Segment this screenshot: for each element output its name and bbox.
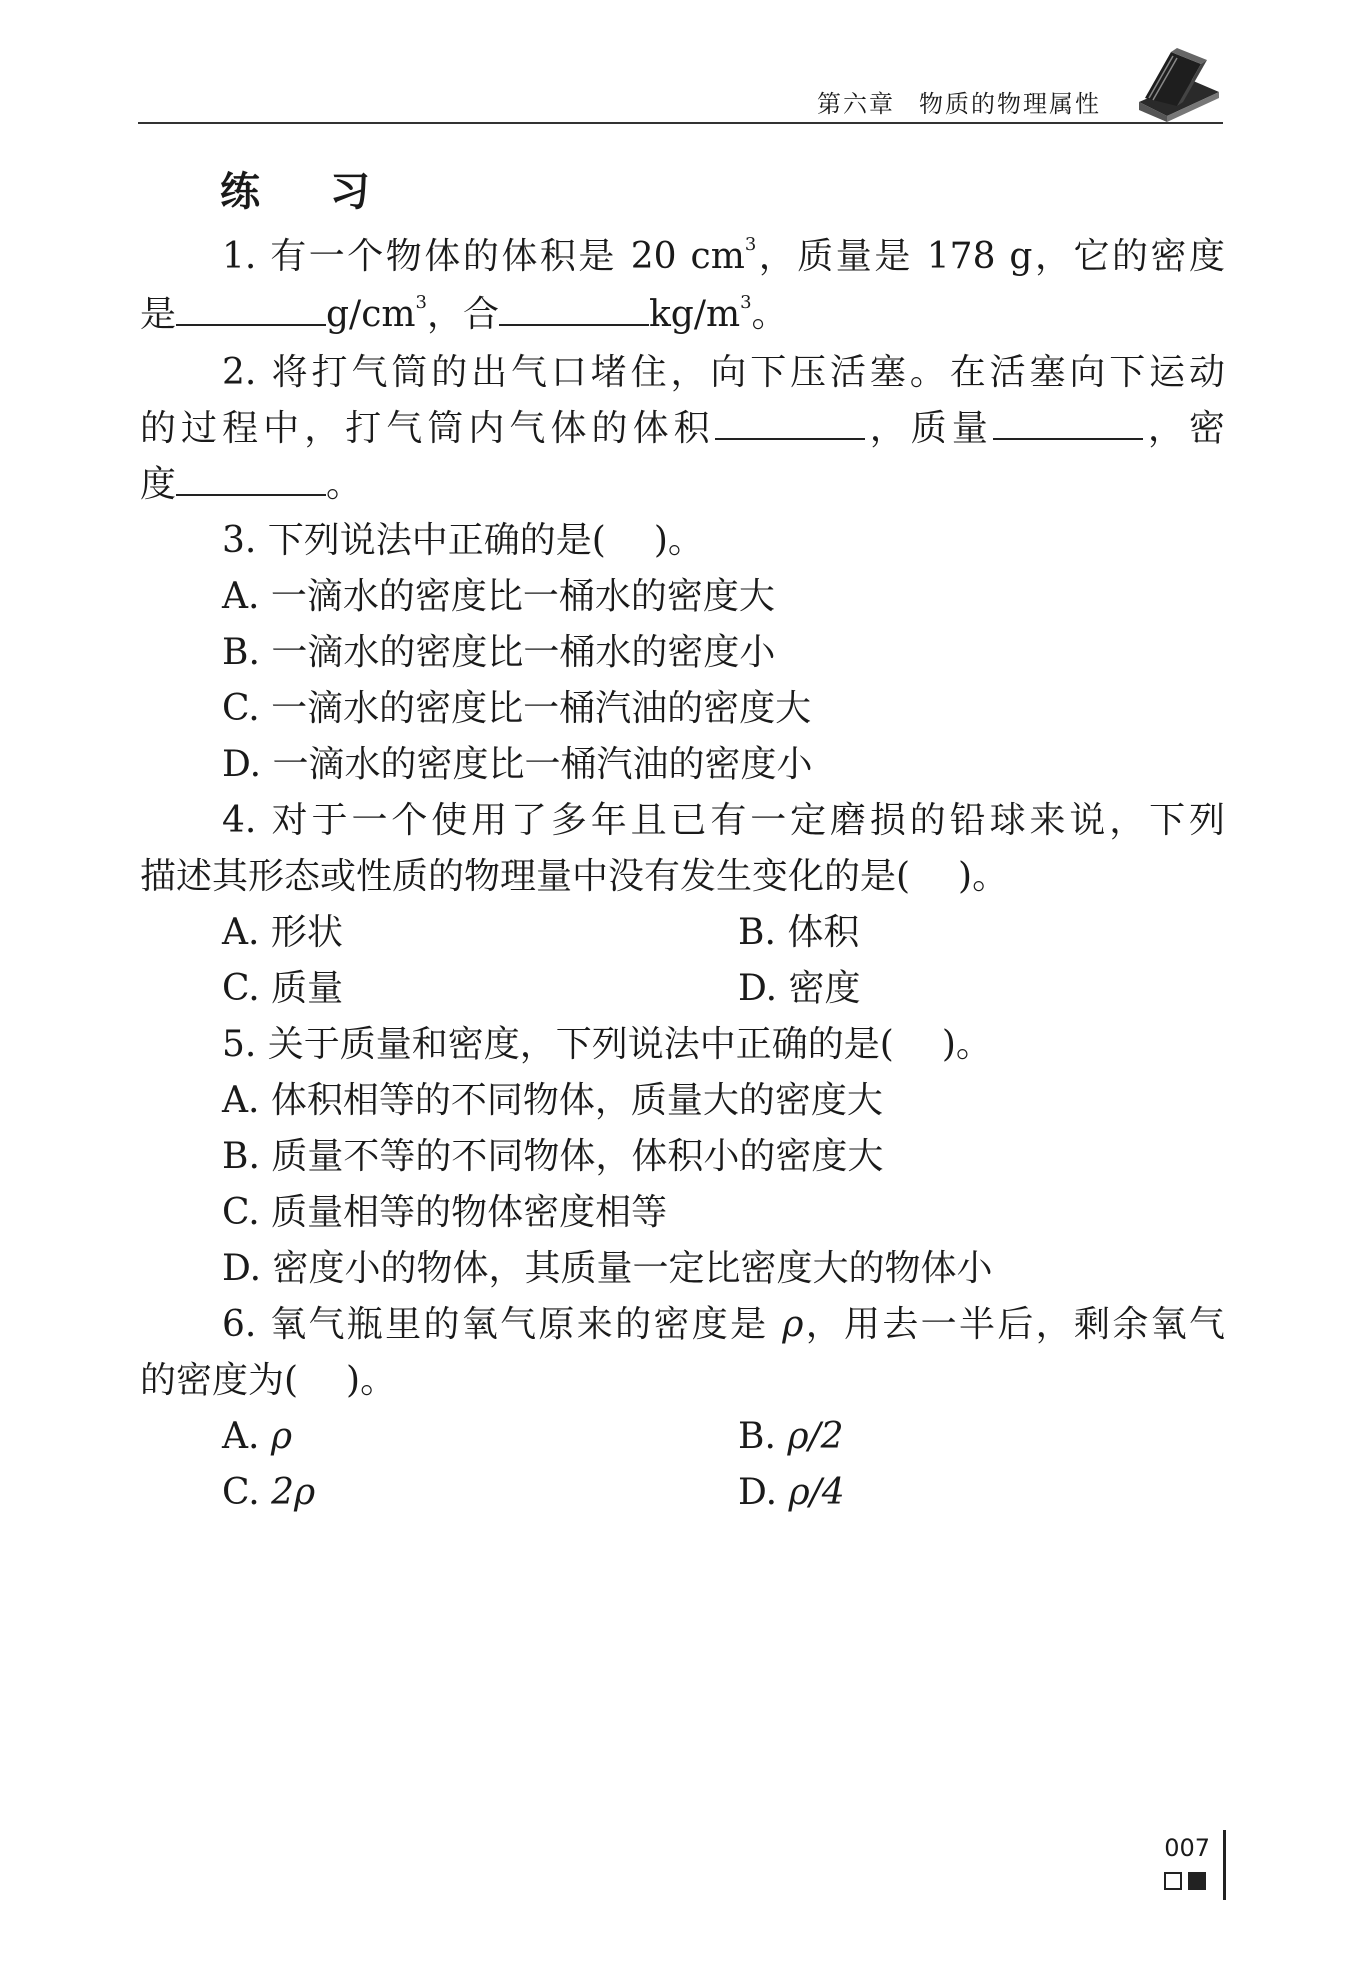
- q6-option-c: C. 2ρ: [222, 1472, 316, 1513]
- square-filled-icon: [1188, 1872, 1206, 1890]
- q3-option-c: C. 一滴水的密度比一桶汽油的密度大: [222, 688, 812, 729]
- q2-line-1: 2. 将打气筒的出气口堵住，向下压活塞。在活塞向下运动: [222, 352, 1225, 393]
- answer-blank[interactable]: [499, 290, 649, 326]
- book-icon: [1131, 40, 1223, 122]
- q5-option-b: B. 质量不等的不同物体，体积小的密度大: [222, 1136, 884, 1177]
- q1-line-2: 是 $g/cm^3$，合 $kg/m^3$。: [140, 292, 788, 335]
- q5-option-d: D. 密度小的物体，其质量一定比密度大的物体小: [222, 1248, 993, 1289]
- page-footer: [1130, 1830, 1230, 1920]
- rho-symbol: ρ: [782, 1304, 804, 1345]
- q4-option-c: C. 质量: [222, 968, 344, 1009]
- q4-option-d: D. 密度: [738, 968, 861, 1009]
- q2-line-3: 度 。: [140, 460, 362, 510]
- q6-line-2: 的密度为( )。: [140, 1360, 397, 1401]
- q5-option-a: A. 体积相等的不同物体，质量大的密度大: [222, 1080, 883, 1121]
- chapter-title: 物质的物理属性: [919, 90, 1101, 118]
- q4-option-b: B. 体积: [738, 912, 860, 953]
- q4-line-1: 4. 对于一个使用了多年且已有一定磨损的铅球来说，下列: [222, 800, 1225, 841]
- answer-blank[interactable]: [715, 404, 865, 440]
- q3-option-d: D. 一滴水的密度比一桶汽油的密度小: [222, 744, 813, 785]
- header-rule: [138, 122, 1223, 124]
- footer-rule: [1223, 1830, 1226, 1900]
- page-number: 007: [1164, 1834, 1210, 1862]
- q3-option-a: A. 一滴水的密度比一桶水的密度大: [222, 576, 775, 617]
- answer-blank[interactable]: [176, 290, 326, 326]
- page-header: [138, 40, 1223, 124]
- answer-blank[interactable]: [176, 460, 326, 496]
- q4-option-a: A. 形状: [222, 912, 343, 953]
- q6-option-b: B. ρ/2: [738, 1416, 844, 1457]
- q5-option-c: C. 质量相等的物体密度相等: [222, 1192, 668, 1233]
- answer-blank[interactable]: [993, 404, 1143, 440]
- square-outline-icon: [1164, 1872, 1182, 1890]
- q1-line-1: 1. 有一个物体的体积是 20 $cm^3$，质量是 178 g，它的密度: [222, 234, 1225, 277]
- chapter-label: 第六章: [817, 90, 895, 118]
- q6-option-a: A. ρ: [222, 1416, 293, 1457]
- q5-stem: 5. 关于质量和密度，下列说法中正确的是( )。: [222, 1024, 992, 1065]
- q4-line-2: 描述其形态或性质的物理量中没有发生变化的是( )。: [140, 856, 1009, 897]
- q3-stem: 3. 下列说法中正确的是( )。: [222, 520, 704, 561]
- q2-line-2: 的过程中，打气筒内气体的体积 ，质量 ，密: [140, 404, 1225, 454]
- q3-option-b: B. 一滴水的密度比一桶水的密度小: [222, 632, 776, 673]
- section-title: 练 习: [220, 169, 398, 215]
- q6-line-1: 6. 氧气瓶里的氧气原来的密度是 ρ，用去一半后，剩余氧气: [222, 1304, 1225, 1345]
- running-head: [817, 84, 1101, 119]
- q6-option-d: D. ρ/4: [738, 1472, 845, 1513]
